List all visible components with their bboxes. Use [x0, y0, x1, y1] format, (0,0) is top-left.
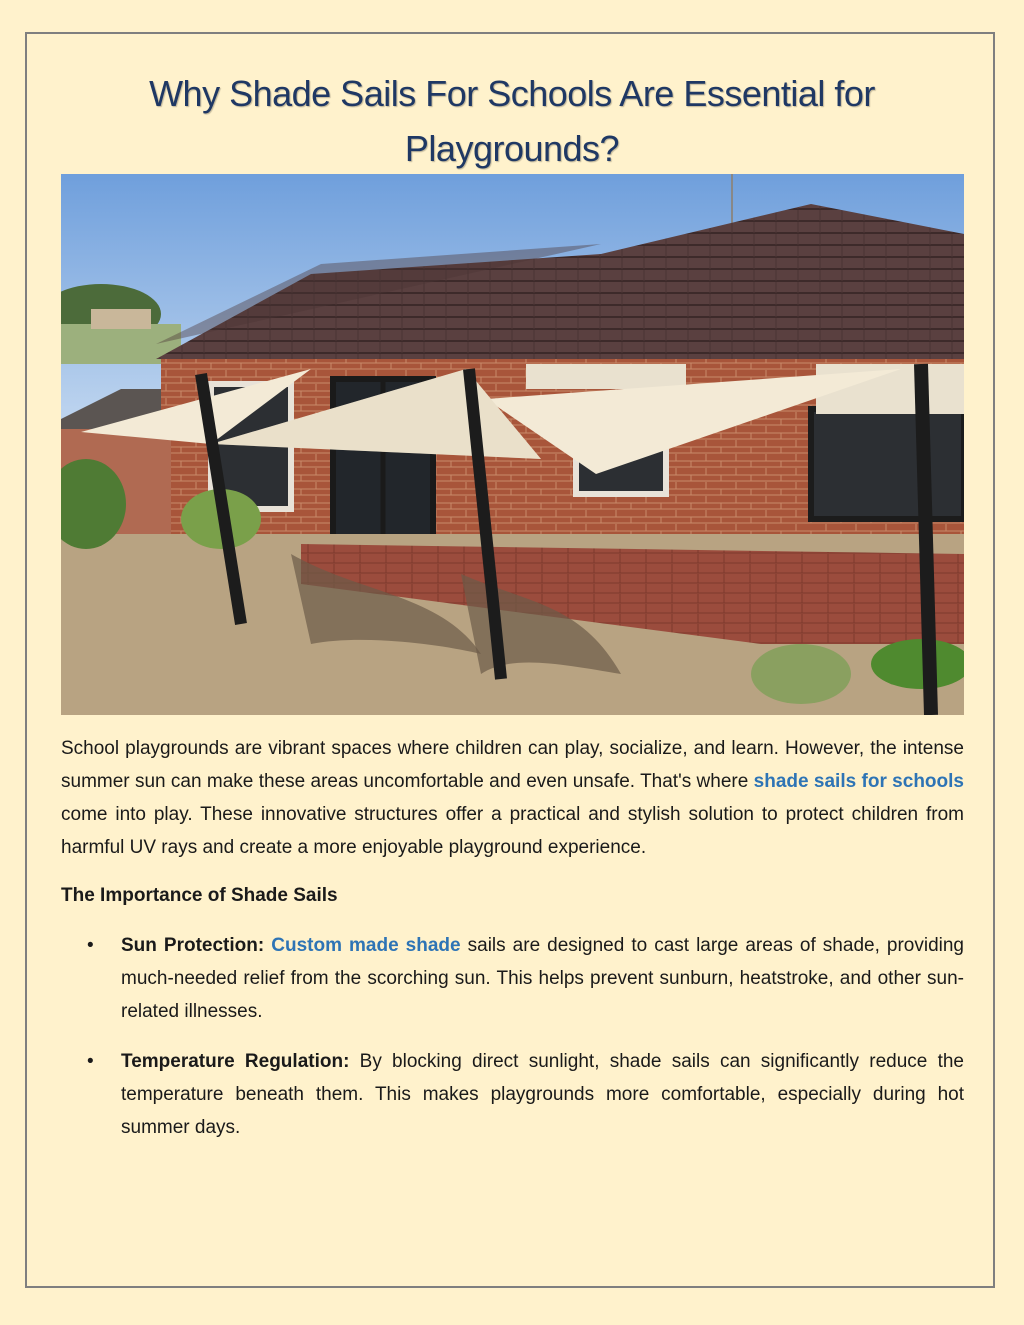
bullet-icon: • — [87, 1051, 94, 1072]
section-heading: The Importance of Shade Sails — [61, 885, 338, 906]
list-item-text: sails are designed to cast large areas of shade, providing much-needed relief from the scorching sun. This helps prevent sunburn, heatstroke, and other sun-related illnesses. — [121, 935, 964, 1022]
term-sun-protection: Sun Protection: — [121, 935, 265, 956]
benefit-list — [61, 929, 964, 1144]
shade-sails-link[interactable]: shade sails for schools — [753, 771, 964, 792]
article-body — [61, 732, 964, 1161]
bullet-icon: • — [87, 935, 94, 956]
intro-text-2: come into play. These innovative structures offer a practical and stylish solution to protect children from harmful UV rays and create a more enjoyable playground experience. — [61, 804, 964, 858]
intro-text-1: School playgrounds are vibrant spaces where children can play, socialize, and learn. However, the intense summer sun can make these areas uncomfortable and even unsafe. That's where — [61, 738, 964, 792]
list-item — [61, 1045, 964, 1144]
term-temperature-regulation: Temperature Regulation: — [121, 1051, 350, 1072]
list-item-text: By blocking direct sunlight, shade sails can significantly reduce the temperature beneath them. This makes playgrounds more comfortable, especially during hot summer days. — [121, 1051, 964, 1138]
custom-shade-link[interactable]: Custom made shade — [271, 935, 461, 956]
list-item — [61, 929, 964, 1028]
intro-paragraph — [61, 732, 964, 864]
page-title: Why Shade Sails For Schools Are Essential for Playgrounds? — [149, 73, 875, 169]
shade-sail-photo — [61, 174, 964, 715]
